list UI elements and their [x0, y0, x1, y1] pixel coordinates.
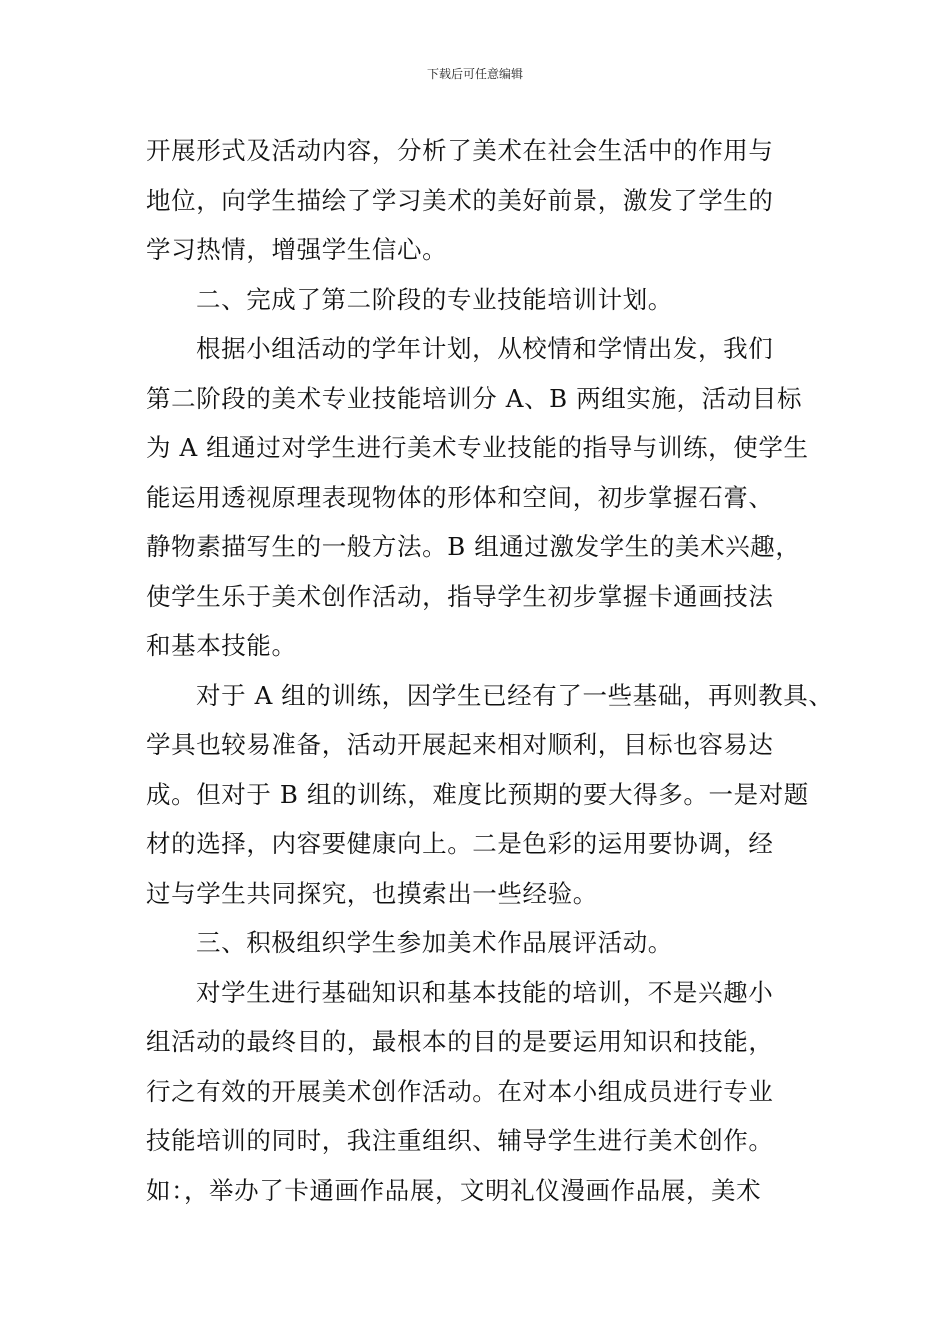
text-line: 学具也较易准备，活动开展起来相对顺利，目标也容易达: [146, 730, 774, 759]
text-line: 学习热情，增强学生信心。: [146, 235, 448, 264]
document-body: [146, 126, 834, 1215]
section-heading: 三、积极组织学生参加美术作品展评活动。: [196, 928, 673, 957]
text-line: 第二阶段的美术专业技能培训分 A、B 两组实施，活动目标: [146, 383, 803, 413]
text-line: 行之有效的开展美术创作活动。在对本小组成员进行专业: [146, 1076, 774, 1106]
text-line: 如：，举办了卡通画作品展，文明礼仪漫画作品展，美术: [146, 1175, 762, 1205]
text-line: 使学生乐于美术创作活动，指导学生初步掌握卡通画技法: [146, 581, 774, 611]
text-line: 根据小组活动的学年计划，从校情和学情出发，我们: [196, 334, 774, 363]
text-line: 地位，向学生描绘了学习美术的美好前景，激发了学生的: [146, 185, 774, 215]
text-line: 和基本技能。: [146, 631, 297, 660]
text-line: 过与学生共同探究，也摸索出一些经验。: [146, 878, 598, 908]
text-line: 能运用透视原理表现物体的形体和空间，初步掌握石膏、: [146, 482, 774, 512]
text-line: 对学生进行基础知识和基本技能的培训，不是兴趣小: [196, 977, 774, 1007]
text-line: 为 A 组通过对学生进行美术专业技能的指导与训练，使学生: [146, 433, 809, 462]
text-line: 材的选择，内容要健康向上。二是色彩的运用要协调，经: [146, 829, 774, 858]
text-line: 技能培训的同时，我注重组织、辅导学生进行美术创作。: [146, 1126, 774, 1155]
text-line: 组活动的最终目的，最根本的目的是要运用知识和技能，: [146, 1027, 774, 1056]
text-line: 开展形式及活动内容，分析了美术在社会生活中的作用与: [146, 136, 774, 165]
text-line: 对于 A 组的训练，因学生已经有了一些基础，再则教具、: [196, 680, 834, 710]
text-line: 成。但对于 B 组的训练，难度比预期的要大得多。一是对题: [146, 779, 809, 809]
text-line: 静物素描写生的一般方法。B 组通过激发学生的美术兴趣，: [146, 532, 801, 561]
page-header: 下载后可任意编辑: [426, 67, 523, 81]
section-heading: 二、完成了第二阶段的专业技能培训计划。: [196, 284, 673, 314]
